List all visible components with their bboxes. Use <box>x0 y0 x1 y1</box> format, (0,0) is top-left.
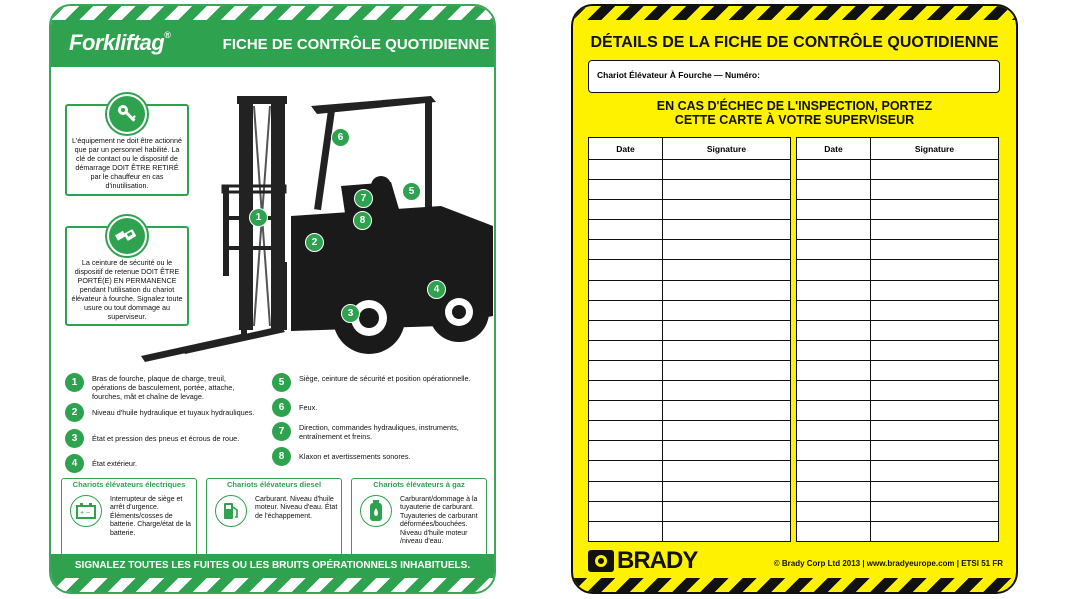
top-hazard-stripe <box>51 6 494 20</box>
date-cell[interactable] <box>797 300 871 320</box>
signature-cell[interactable] <box>871 320 999 340</box>
signature-cell[interactable] <box>663 320 791 340</box>
log-row <box>589 501 791 521</box>
inspection-warning: EN CAS D'ÉCHEC DE L'INSPECTION, PORTEZ CETTE CARTE À VOTRE SUPERVISEUR <box>656 99 933 127</box>
signature-cell[interactable] <box>663 220 791 240</box>
date-cell[interactable] <box>797 481 871 501</box>
gas-cylinder-icon <box>360 495 392 527</box>
log-row <box>589 340 791 360</box>
signature-cell[interactable] <box>871 160 999 180</box>
signature-cell[interactable] <box>663 180 791 200</box>
signature-cell[interactable] <box>871 180 999 200</box>
date-cell[interactable] <box>589 481 663 501</box>
signature-cell[interactable] <box>871 381 999 401</box>
truck-number-label: Chariot Élévateur À Fourche — Numéro: <box>597 70 760 80</box>
signature-column-header: Signature <box>663 138 791 160</box>
diagram-marker-6: 6 <box>331 128 350 147</box>
signature-cell[interactable] <box>663 160 791 180</box>
gas-trucks-box <box>351 478 487 562</box>
signature-cell[interactable] <box>871 501 999 521</box>
gas-trucks-title: Chariots élévateurs à gaz <box>373 480 465 489</box>
signature-cell[interactable] <box>871 280 999 300</box>
signature-cell[interactable] <box>663 260 791 280</box>
signature-cell[interactable] <box>663 521 791 541</box>
date-cell[interactable] <box>797 320 871 340</box>
diagram-marker-5: 5 <box>402 182 421 201</box>
electric-trucks-text: Interrupteur de siège et arrêt d'urgence. Éléments/cosses de batterie. Charge/état de la batterie. <box>110 496 191 537</box>
date-cell[interactable] <box>797 381 871 401</box>
log-row <box>797 260 999 280</box>
date-cell[interactable] <box>797 360 871 380</box>
log-row <box>797 521 999 541</box>
log-row <box>589 280 791 300</box>
signature-cell[interactable] <box>871 360 999 380</box>
signature-cell[interactable] <box>871 240 999 260</box>
signature-cell[interactable] <box>663 240 791 260</box>
signature-cell[interactable] <box>663 501 791 521</box>
electric-trucks-title: Chariots élévateurs électriques <box>72 480 186 489</box>
signature-cell[interactable] <box>871 300 999 320</box>
diagram-marker-8: 8 <box>353 211 372 230</box>
signature-cell[interactable] <box>663 461 791 481</box>
log-row <box>797 320 999 340</box>
date-cell[interactable] <box>589 401 663 421</box>
log-row <box>797 220 999 240</box>
date-cell[interactable] <box>797 461 871 481</box>
log-row <box>589 260 791 280</box>
signature-cell[interactable] <box>663 381 791 401</box>
log-row <box>589 320 791 340</box>
date-cell[interactable] <box>797 240 871 260</box>
date-cell[interactable] <box>589 381 663 401</box>
daily-check-card-back <box>571 4 1018 594</box>
log-row <box>797 180 999 200</box>
signature-cell[interactable] <box>663 401 791 421</box>
log-row <box>589 381 791 401</box>
brady-mark-icon <box>588 550 614 572</box>
signature-cell[interactable] <box>663 300 791 320</box>
date-cell[interactable] <box>589 220 663 240</box>
checklist-item-1: 1 Bras de fourche, plaque de charge, treuil, opérations de basculement, portée, attache, fourches, mât et chaîne de levage. <box>65 373 255 401</box>
bottom-hazard-stripe <box>51 578 494 592</box>
battery-icon <box>70 495 102 527</box>
date-cell[interactable] <box>589 441 663 461</box>
log-row <box>797 240 999 260</box>
copyright-text: © Brady Corp Ltd 2013 | www.bradyeurope.com | ETSI 51 FR <box>773 559 1003 568</box>
date-cell[interactable] <box>797 521 871 541</box>
log-row <box>797 360 999 380</box>
log-row <box>589 521 791 541</box>
front-header <box>51 20 494 67</box>
signature-cell[interactable] <box>871 401 999 421</box>
signature-cell[interactable] <box>871 260 999 280</box>
signature-cell[interactable] <box>663 441 791 461</box>
log-row <box>797 280 999 300</box>
date-cell[interactable] <box>589 180 663 200</box>
log-row <box>589 300 791 320</box>
log-row <box>589 240 791 260</box>
date-cell[interactable] <box>797 220 871 240</box>
log-row <box>797 461 999 481</box>
fuel-pump-icon <box>215 495 247 527</box>
gas-trucks-text: Carburant/dommage à la tuyauterie de carburant. Tuyauteries de carburant déformées/bouchées. Niveau d'huile moteur /niveau d'eau. <box>400 496 478 546</box>
signature-cell[interactable] <box>871 461 999 481</box>
signature-cell[interactable] <box>663 200 791 220</box>
forkliftag-logo: Forkliftag® <box>69 30 171 55</box>
checklist-item-6: 6 Feux. <box>272 398 482 417</box>
checklist-item-8: 8 Klaxon et avertissements sonores. <box>272 447 482 466</box>
date-cell[interactable] <box>797 340 871 360</box>
diesel-trucks-text: Carburant. Niveau d'huile moteur. Niveau d'eau. État de l'échappement. <box>255 496 338 520</box>
log-row <box>589 160 791 180</box>
signature-cell[interactable] <box>871 200 999 220</box>
top-hazard-stripe <box>573 6 1016 20</box>
bottom-hazard-stripe <box>573 578 1016 592</box>
log-row <box>589 360 791 380</box>
log-row <box>797 200 999 220</box>
checklist-item-7: 7 Direction, commandes hydrauliques, instruments, entraînement et freins. <box>272 422 482 441</box>
forklift-diagram <box>141 86 493 368</box>
date-cell[interactable] <box>797 401 871 421</box>
date-cell[interactable] <box>797 260 871 280</box>
checklist-item-3: 3 État et pression des pneus et écrous de roue. <box>65 429 265 448</box>
date-cell[interactable] <box>589 360 663 380</box>
date-cell[interactable] <box>589 300 663 320</box>
electric-trucks-box <box>61 478 197 562</box>
signature-cell[interactable] <box>871 441 999 461</box>
date-column-header: Date <box>797 138 871 160</box>
log-row <box>589 220 791 240</box>
key-info-text: L'équipement ne doit être actionné que par un personnel habilité. La clé de contact ou le dispositif de démarrage DOIT ÊTRE RETIRÉ par le chauffeur en cas d'inutilisation. <box>71 136 183 190</box>
daily-check-card-front <box>49 4 496 594</box>
log-row <box>797 300 999 320</box>
log-row <box>589 180 791 200</box>
back-title: DÉTAILS DE LA FICHE DE CONTRÔLE QUOTIDIENNE <box>590 34 999 51</box>
diagram-marker-3: 3 <box>341 304 360 323</box>
checklist-item-2: 2 Niveau d'huile hydraulique et tuyaux hydrauliques. <box>65 403 265 422</box>
truck-number-field[interactable] <box>588 60 1000 93</box>
log-row <box>797 381 999 401</box>
log-row <box>797 501 999 521</box>
log-row <box>797 441 999 461</box>
log-row <box>797 340 999 360</box>
date-cell[interactable] <box>797 180 871 200</box>
date-cell[interactable] <box>797 280 871 300</box>
checklist-item-4: 4 État extérieur. <box>65 454 265 473</box>
log-row <box>589 461 791 481</box>
log-row <box>797 401 999 421</box>
signature-cell[interactable] <box>663 340 791 360</box>
log-row <box>589 421 791 441</box>
date-cell[interactable] <box>797 200 871 220</box>
svg-text:+ −: + − <box>80 510 91 517</box>
diagram-marker-2: 2 <box>305 233 324 252</box>
date-cell[interactable] <box>589 340 663 360</box>
seatbelt-info-text: La ceinture de sécurité ou le dispositif de retenue DOIT ÊTRE PORTÉ(E) EN PERMANENCE pendant l'utilisation du chariot élévateur à fourche. Signalez toute usure ou tout dommage au superviseur. <box>71 258 183 321</box>
signature-cell[interactable] <box>871 421 999 441</box>
date-cell[interactable] <box>589 501 663 521</box>
signature-cell[interactable] <box>871 220 999 240</box>
signature-cell[interactable] <box>663 421 791 441</box>
date-cell[interactable] <box>589 200 663 220</box>
log-row <box>797 160 999 180</box>
signature-cell[interactable] <box>663 360 791 380</box>
date-cell[interactable] <box>797 160 871 180</box>
front-title: FICHE DE CONTRÔLE QUOTIDIENNE <box>222 36 490 53</box>
signature-cell[interactable] <box>871 481 999 501</box>
date-cell[interactable] <box>589 240 663 260</box>
diesel-trucks-title: Chariots élévateurs diesel <box>226 480 322 489</box>
date-cell[interactable] <box>589 421 663 441</box>
date-column-header: Date <box>589 138 663 160</box>
log-row <box>797 481 999 501</box>
date-cell[interactable] <box>589 160 663 180</box>
diagram-marker-1: 1 <box>249 208 268 227</box>
log-row <box>797 421 999 441</box>
date-cell[interactable] <box>589 260 663 280</box>
signature-column-header: Signature <box>871 138 999 160</box>
signature-cell[interactable] <box>871 521 999 541</box>
date-cell[interactable] <box>589 280 663 300</box>
signature-cell[interactable] <box>663 481 791 501</box>
front-footer-warning: SIGNALEZ TOUTES LES FUITES OU LES BRUITS OPÉRATIONNELS INHABITUELS. <box>51 554 494 578</box>
inspection-log-table-right <box>796 137 999 542</box>
diagram-marker-4: 4 <box>427 280 446 299</box>
log-row <box>589 441 791 461</box>
date-cell[interactable] <box>797 421 871 441</box>
log-row <box>589 481 791 501</box>
brady-logo: BRADY <box>588 547 697 575</box>
inspection-log-table-left <box>588 137 791 542</box>
signature-cell[interactable] <box>663 280 791 300</box>
diagram-marker-7: 7 <box>354 189 373 208</box>
date-cell[interactable] <box>589 521 663 541</box>
date-cell[interactable] <box>797 441 871 461</box>
log-row <box>589 401 791 421</box>
date-cell[interactable] <box>797 501 871 521</box>
date-cell[interactable] <box>589 461 663 481</box>
signature-cell[interactable] <box>871 340 999 360</box>
checklist-item-5: 5 Siège, ceinture de sécurité et position opérationnelle. <box>272 373 482 392</box>
date-cell[interactable] <box>589 320 663 340</box>
log-row <box>589 200 791 220</box>
diesel-trucks-box <box>206 478 342 562</box>
